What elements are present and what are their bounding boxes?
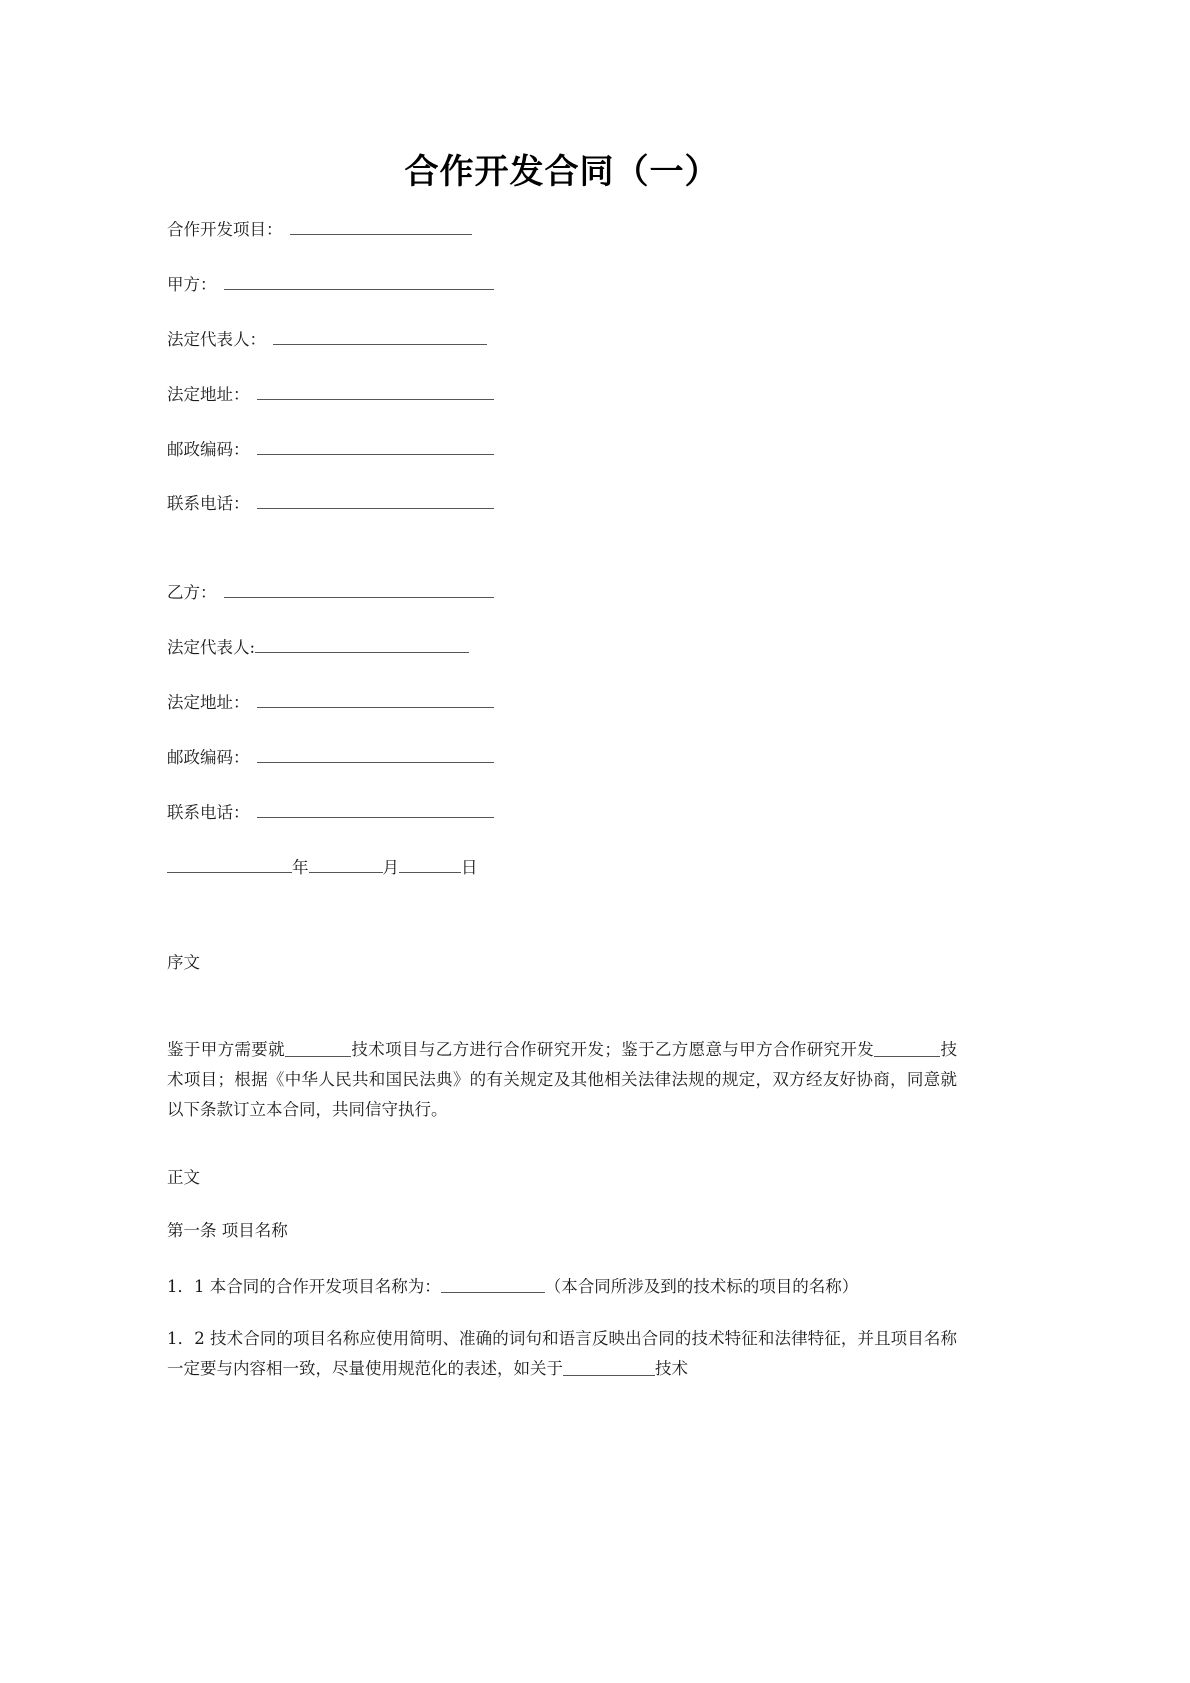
field-label-party-a-legal-rep: 法定代表人：	[167, 329, 266, 349]
article-1-title: 第一条 项目名称	[167, 1221, 288, 1241]
clause-1-2-blank[interactable]	[563, 1358, 655, 1376]
field-blank-party-b-address[interactable]	[257, 690, 494, 708]
field-blank-party-a-legal-rep[interactable]	[273, 327, 487, 345]
spacer-after-preface-heading	[167, 977, 957, 1035]
spacer-before-clause-1-1	[167, 1245, 957, 1272]
field-label-party-b-address: 法定地址：	[167, 693, 250, 713]
field-blank-party-a-address[interactable]	[257, 381, 494, 399]
preface-blank-1[interactable]	[285, 1039, 351, 1057]
section-heading-body: 正文	[167, 1167, 200, 1187]
clause-1-1	[167, 1272, 957, 1302]
date-blank-year[interactable]	[167, 854, 292, 872]
field-label-party-a-phone: 联系电话：	[167, 494, 250, 514]
date-blank-month[interactable]	[309, 854, 383, 872]
clause-1-1-blank[interactable]	[441, 1276, 545, 1294]
field-label-party-b-postcode: 邮政编码：	[167, 747, 250, 767]
field-row-party-b-phone	[167, 800, 957, 826]
field-label-party-b-phone: 联系电话：	[167, 802, 250, 822]
date-unit-day: 日	[461, 857, 478, 877]
clause-1-2-text-part-1: 1．2 技术合同的项目名称应使用简明、准确的词句和语言反映出合同的技术特征和法律特征，并且项目名称一定要与内容相一致，尽量使用规范化的表述，如关于	[167, 1328, 957, 1378]
spacer-before-clause-1-2	[167, 1302, 957, 1324]
contract-party-fields	[167, 217, 957, 881]
field-label-party-a-name: 甲方：	[167, 274, 217, 294]
field-label-party-a-postcode: 邮政编码：	[167, 439, 250, 459]
page-title: 合作开发合同（一）	[404, 152, 720, 192]
field-blank-party-b-legal-rep[interactable]	[255, 635, 469, 653]
field-row-party-a-legal-rep	[167, 327, 957, 353]
document-content	[167, 0, 957, 1384]
field-label-party-b-legal-rep: 法定代表人:	[167, 638, 256, 658]
field-blank-project[interactable]	[290, 217, 472, 235]
field-row-party-b-name	[167, 580, 957, 606]
field-label-party-a-address: 法定地址：	[167, 384, 250, 404]
spacer-before-preface	[167, 880, 957, 950]
field-blank-party-a-phone[interactable]	[257, 491, 494, 509]
clause-1-2	[167, 1324, 957, 1384]
field-label-party-b-name: 乙方：	[167, 583, 217, 603]
field-label-project: 合作开发项目：	[167, 220, 283, 240]
field-row-party-b-address	[167, 690, 957, 716]
preface-text-part-2: 技术项目与乙方进行合作研究开发；鉴于乙方愿意与甲方合作研究开发	[351, 1039, 875, 1059]
date-unit-year: 年	[292, 857, 309, 877]
preface-text-part-1: 鉴于甲方需要就	[167, 1039, 286, 1059]
field-row-party-a-name	[167, 272, 957, 298]
field-row-party-b-legal-rep	[167, 635, 957, 661]
clause-1-1-text-part-2: （本合同所涉及到的技术标的项目的名称）	[544, 1276, 859, 1296]
field-row-project	[167, 217, 957, 243]
field-row-party-a-address	[167, 381, 957, 407]
clause-1-2-text-part-2: 技术	[655, 1358, 688, 1378]
field-blank-party-b-postcode[interactable]	[257, 745, 494, 763]
preface-text-part-3: 技术项目；根据《中华人民共和国民法典》的有关规定及其他相关法律法规的规定，双方经友好协商，同意就以下条款订立本合同，共同信守执行。	[167, 1039, 958, 1119]
spacer-before-article-1	[167, 1191, 957, 1218]
preface-paragraph	[167, 1035, 957, 1125]
field-blank-party-a-postcode[interactable]	[257, 436, 494, 454]
date-blank-day[interactable]	[399, 854, 461, 872]
field-blank-party-a-name[interactable]	[224, 272, 494, 290]
spacer-before-body	[167, 1125, 957, 1165]
field-blank-party-b-phone[interactable]	[257, 800, 494, 818]
field-row-party-a-postcode	[167, 436, 957, 462]
party-separator	[167, 546, 957, 580]
clause-1-1-text-part-1: 1．1 本合同的合作开发项目名称为：	[167, 1276, 441, 1296]
date-unit-month: 月	[382, 857, 399, 877]
preface-blank-2[interactable]	[874, 1039, 940, 1057]
field-row-party-b-postcode	[167, 745, 957, 771]
field-row-party-a-phone	[167, 491, 957, 517]
field-blank-party-b-name[interactable]	[224, 580, 494, 598]
section-heading-preface: 序文	[167, 953, 200, 973]
signature-date-line	[167, 854, 957, 880]
